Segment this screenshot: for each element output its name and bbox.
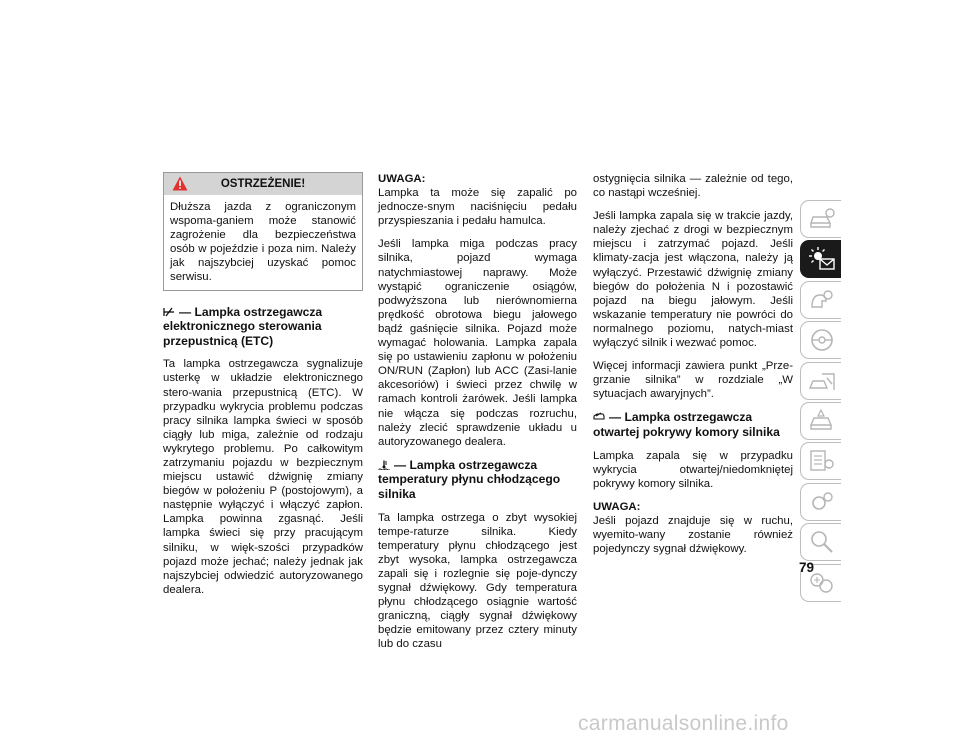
cooldown-paragraph: ostygnięcia silnika — zależnie od tego, co nastąpi wcześniej. bbox=[593, 173, 793, 200]
column-3 bbox=[593, 172, 793, 565]
chapter-tabs bbox=[800, 200, 842, 604]
warning-box bbox=[163, 172, 363, 291]
note-label: UWAGA: bbox=[378, 173, 426, 185]
warning-header bbox=[164, 173, 362, 195]
tab-driving[interactable] bbox=[800, 362, 841, 400]
tab-index[interactable] bbox=[800, 523, 841, 561]
throttle-control-icon bbox=[163, 307, 175, 317]
more-info-paragraph: Więcej informacji zawiera punkt „Prze-grzanie silnika” w rozdziale „W sytuacjach awaryjnych”. bbox=[593, 360, 793, 401]
hood-text: Lampka zapala się w przypadku wykrycia otwartej/niedomkniętej pokrywy komory silnika. bbox=[593, 449, 793, 490]
tab-steering[interactable] bbox=[800, 321, 841, 359]
steering-wheel-icon bbox=[808, 327, 836, 353]
warning-light-icon bbox=[808, 246, 836, 272]
flash-paragraph: Jeśli lampka miga podczas pracy silnika, pojazd wymaga natychmiastowej naprawy. Może wystąpić ograniczenie osiągów, podwyższona lub nierównomierna prędkość obrotowa biegu jałowego bądź gaśnięcie silnika. Pojazd może wymagać holowania. Lampka zapala się po ustawieniu zapłonu w położeniu ON/RUN (Zapłon) lub ACC (Zasi-lanie akcesoriów) i świeci przez chwilę w ramach kontroli żarówek. Jeśli lampka nie włącza się podczas rozruchu, należy zlecić sprawdzenie układu u autoryzowanego dealera. bbox=[378, 238, 577, 448]
hood-open-icon bbox=[593, 412, 605, 422]
tab-emergency[interactable] bbox=[800, 402, 841, 440]
tab-specifications[interactable] bbox=[800, 483, 841, 521]
coolant-heading: — Lampka ostrzegawcza temperatury płynu chłodzącego silnika bbox=[378, 457, 561, 501]
tab-warning-lights[interactable] bbox=[800, 240, 841, 278]
tab-service[interactable] bbox=[800, 442, 841, 480]
etc-text: Ta lampka ostrzegawcza sygnalizuje usterkę w układzie elektronicznego stero-wania przepustnicą (ETC). W przypadku wykrycia problemu podczas pracy silnika lampka świeci w sposób ciągły lub miga, zależnie od rodzaju wykrytego problemu. Po całkowitym zatrzymaniu pojazdu w bezpiecznym miejscu ustawić dźwignię zmiany biegów w położeniu P (postojowym), a następnie wyłączyć i włączyć zapłon. Lampka powinna zgasnąć. Jeśli lampka świeci się przy pracującym silniku, w więk-szości przypadków pojazd może jechać; należy jednak jak najszybciej odwiedzić autoryzowanego dealera. bbox=[163, 358, 363, 596]
specifications-icon bbox=[808, 489, 836, 515]
service-icon bbox=[808, 448, 836, 474]
tab-safety[interactable] bbox=[800, 281, 841, 319]
hood-heading: — Lampka ostrzegawcza otwartej pokrywy komory silnika bbox=[593, 410, 780, 439]
etc-heading: — Lampka ostrzegawcza elektronicznego sterowania przepustnicą (ETC) bbox=[163, 304, 323, 348]
driving-icon bbox=[808, 368, 836, 394]
coolant-text: Ta lampka ostrzega o zbyt wysokiej tempe-raturze silnika. Kiedy temperatury płynu chłodzącego jest zbyt wysoka, lampka ostrzegawcza zapali się i rozlegnie się poje-dynczy sygnał dźwiękowy. Gdy temperatura płynu chłodzącego osiągnie wartość graniczną, ciągły sygnał dźwiękowy będzie emitowany przez cztery minuty lub do czasu bbox=[378, 511, 577, 651]
emergency-icon bbox=[808, 408, 836, 434]
column-2 bbox=[378, 172, 577, 661]
safety-icon bbox=[808, 287, 836, 313]
note-1 bbox=[378, 172, 577, 228]
warning-title: OSTRZEŻENIE! bbox=[220, 178, 306, 190]
note-label: UWAGA: bbox=[593, 500, 641, 513]
tab-car-info[interactable] bbox=[800, 200, 841, 238]
warning-triangle-icon bbox=[172, 176, 188, 191]
watermark: carmanualsonline.info bbox=[578, 712, 789, 735]
car-info-icon bbox=[808, 206, 836, 232]
index-search-icon bbox=[808, 529, 836, 555]
column-1 bbox=[163, 172, 363, 606]
warning-text: Dłuższa jazda z ograniczonym wspoma-ganiem może stanowić zagrożenie dla bezpieczeństwa osób w pojeździe i poza nim. Należy jak najszybciej uzyskać pomoc serwisu. bbox=[170, 201, 356, 284]
note-text: Lampka ta może się zapalić po jednocze-snym naciśnięciu pedału przyspieszania i pedału hamulca. bbox=[378, 187, 577, 228]
note-text: Jeśli pojazd znajduje się w ruchu, wyemito-wany zostanie również pojedynczy sygnał dźwiękowy. bbox=[593, 514, 793, 556]
note-2 bbox=[593, 500, 793, 556]
coolant-temperature-icon bbox=[378, 460, 390, 470]
driving-paragraph: Jeśli lampka zapala się w trakcie jazdy, należy zjechać z drogi w bezpiecznym miejscu i zatrzymać pojazd. Jeśli klimaty-zacja jest włączona, należy ją wyłączyć. Przestawić dźwignię zmiany biegów do położenia N i pozostawić pojazd na biegu jałowym. Jeśli wskazanie temperatury nie powróci do normalnego poziomu, natych-miast wyłączyć silnik i wezwać pomoc. bbox=[593, 210, 793, 350]
page-number: 79 bbox=[799, 560, 815, 575]
